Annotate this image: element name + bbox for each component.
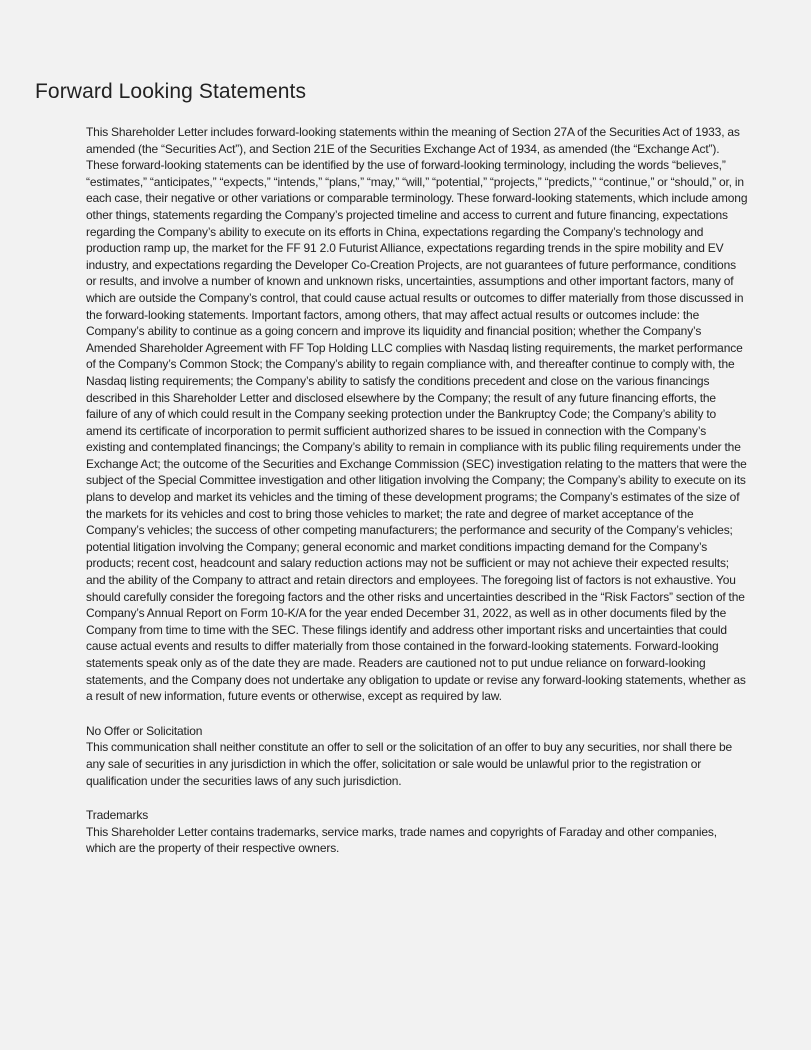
document-body	[86, 124, 748, 857]
trademarks-heading: Trademarks	[86, 808, 149, 823]
forward-looking-paragraph: This Shareholder Letter includes forward-looking statements within the meaning of Section 27A of the Securities Act of 1933, as amended (the “Securities Act”), and Section 21E of the Securities Exchange Act of 1934, as amended (the “Exchange Act”). These forward-looking statements can be identified by the use of forward-looking terminology, including the words “believes,” “estimates,” “anticipates,” “expects,” “intends,” “plans,” “may,” “will,” “potential,” “projects,” “predicts,” “continue,” or “should,” or, in each case, their negative or other variations or comparable terminology. These forward-looking statements, which include among other things, statements regarding the Company’s projected timeline and access to current and future financing, expectations regarding the Company’s ability to execute on its efforts in China, expectations regarding the Company’s technology and production ramp up, the market for the FF 91 2.0 Futurist Alliance, expectations regarding trends in the spire mobility and EV industry, and expectations regarding the Developer Co-Creation Projects, are not guarantees of future performance, conditions or results, and involve a number of known and unknown risks, uncertainties, assumptions and other important factors, many of which are outside the Company’s control, that could cause actual results or outcomes to differ materially from those discussed in the forward-looking statements. Important factors, among others, that may affect actual results or outcomes include: the Company’s ability to continue as a going concern and improve its liquidity and financial position; whether the Company’s Amended Shareholder Agreement with FF Top Holding LLC complies with Nasdaq listing requirements, the market performance of the Company’s Common Stock; the Company’s ability to regain compliance with, and thereafter continue to comply with, the Nasdaq listing requirements; the Company’s ability to satisfy the conditions precedent and close on the various financings described in this Shareholder Letter and disclosed elsewhere by the Company; the result of any future financing efforts, the failure of any of which could result in the Company seeking protection under the Bankruptcy Code; the Company’s ability to amend its certificate of incorporation to permit sufficient authorized shares to be issued in connection with the Company’s existing and contemplated financings; the Company’s ability to remain in compliance with its public filing requirements under the Exchange Act; the outcome of the Securities and Exchange Commission (SEC) investigation relating to the matters that were the subject of the Special Committee investigation and other litigation involving the Company; the Company’s ability to execute on its plans to develop and market its vehicles and the timing of these development programs; the Company’s estimates of the size of the markets for its vehicles and cost to bring those vehicles to market; the rate and degree of market acceptance of the Company’s vehicles; the success of other competing manufacturers; the performance and security of the Company’s vehicles; potential litigation involving the Company; general economic and market conditions impacting demand for the Company’s products; recent cost, headcount and salary reduction actions may not be sufficient or may not achieve their expected results; and the ability of the Company to attract and retain directors and employees. The foregoing list of factors is not exhaustive. You should carefully consider the foregoing factors and the other risks and uncertainties described in the “Risk Factors” section of the Company’s Annual Report on Form 10-K/A for the year ended December 31, 2022, as well as in other documents filed by the Company from time to time with the SEC. These filings identify and address other important risks and uncertainties that could cause actual events and results to differ materially from those contained in the forward-looking statements. Forward-looking statements speak only as of the date they are made. Readers are cautioned not to put undue reliance on forward-looking statements, and the Company does not undertake any obligation to update or revise any forward-looking statements, whether as a result of new information, future events or otherwise, except as required by law.	[86, 125, 748, 704]
no-offer-paragraph: This communication shall neither constitute an offer to sell or the solicitation of an offer to buy any securities, nor shall there be any sale of securities in any jurisdiction in which the offer, solicitation or sale would be unlawful prior to the registration or qualification under the securities laws of any such jurisdiction.	[86, 740, 733, 788]
trademarks-paragraph: This Shareholder Letter contains trademarks, service marks, trade names and copyrights of Faraday and other companies, which are the property of their respective owners.	[86, 824, 717, 856]
page-title: Forward Looking Statements	[35, 80, 307, 103]
no-offer-heading: No Offer or Solicitation	[86, 723, 203, 738]
